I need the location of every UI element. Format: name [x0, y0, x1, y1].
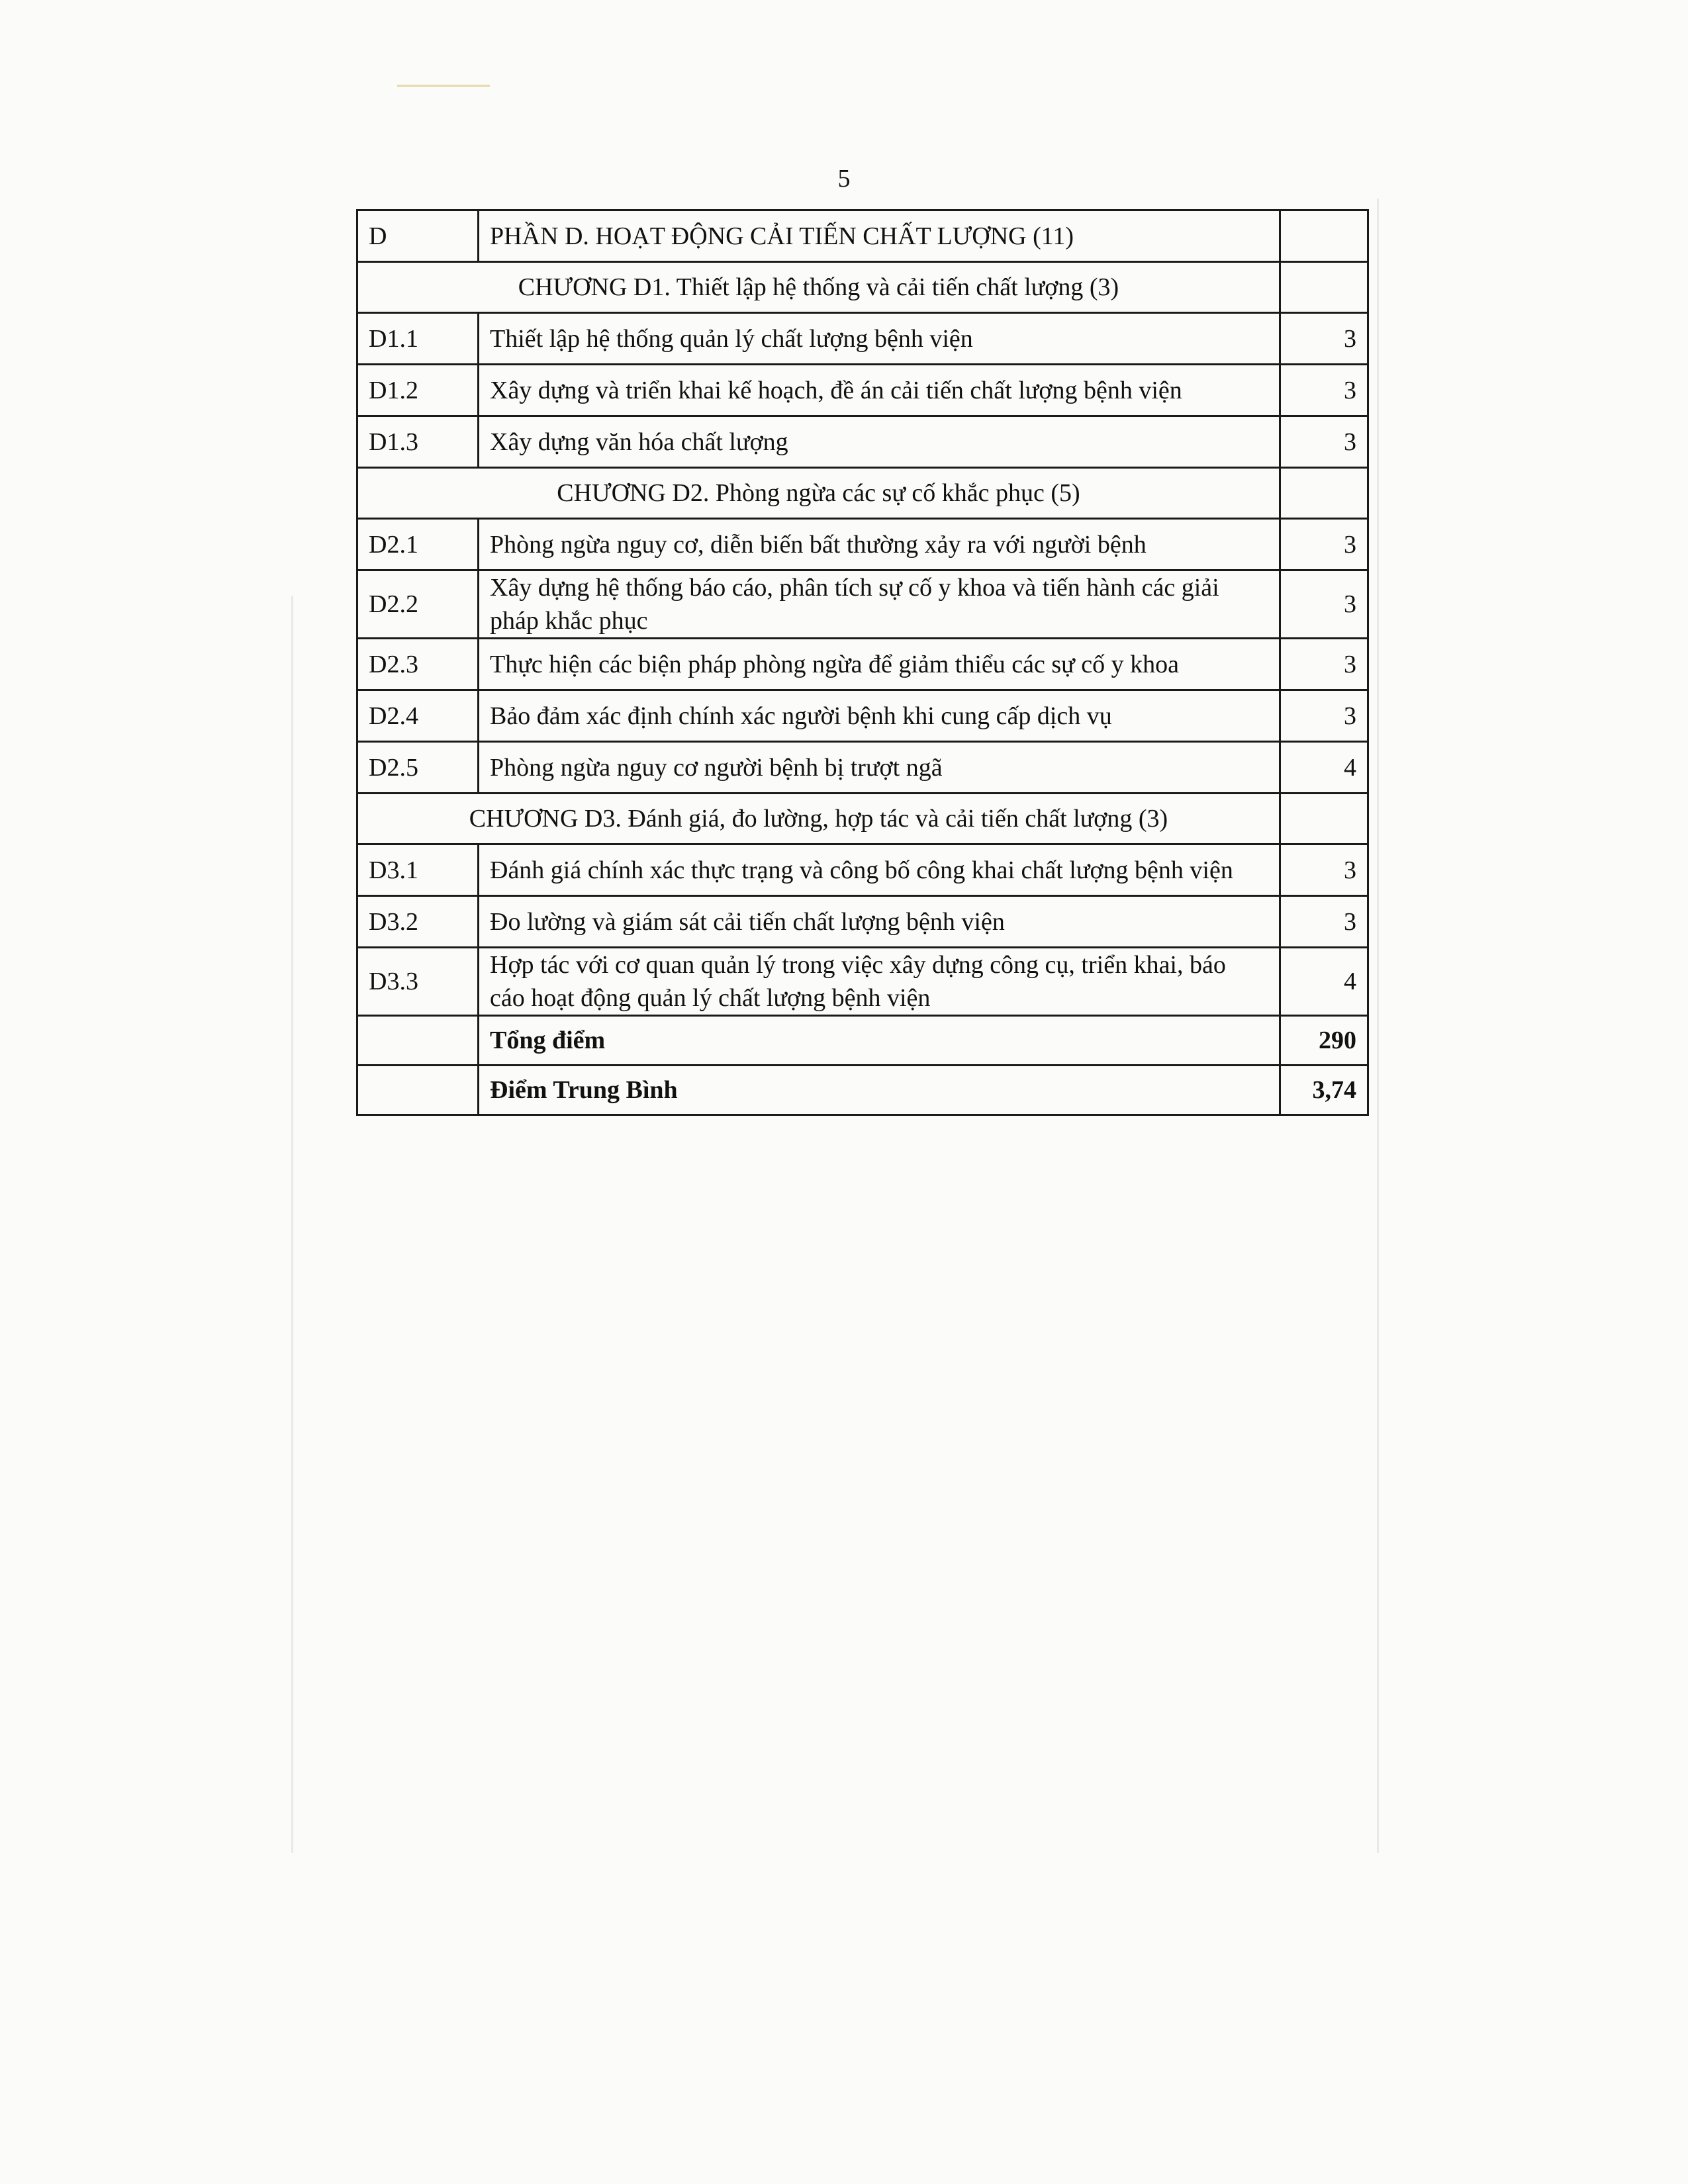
criterion-score: 3	[1280, 416, 1368, 468]
criterion-text: Thiết lập hệ thống quản lý chất lượng bệnh viện	[479, 313, 1280, 365]
table-row	[357, 313, 1368, 365]
scan-artifact-top	[397, 85, 490, 87]
criterion-code: D2.4	[357, 690, 479, 742]
criterion-text-line1: Xây dựng hệ thống báo cáo, phân tích sự cố y khoa và tiến hành các giải	[490, 574, 1219, 602]
criterion-text: Phòng ngừa nguy cơ người bệnh bị trượt ngã	[479, 742, 1280, 794]
page-number: 5	[837, 165, 851, 193]
criterion-code: D2.1	[357, 519, 479, 570]
total-code-cell	[357, 1016, 479, 1066]
section-score-cell	[1280, 210, 1368, 262]
total-row	[357, 1016, 1368, 1066]
criterion-text: Thực hiện các biện pháp phòng ngừa để giảm thiểu các sự cố y khoa	[479, 639, 1280, 690]
criterion-text	[479, 570, 1280, 639]
criterion-text: Đo lường và giám sát cải tiến chất lượng bệnh viện	[479, 896, 1280, 948]
quality-criteria-table	[356, 209, 1369, 1116]
criterion-score: 3	[1280, 690, 1368, 742]
chapter-title: CHƯƠNG D2. Phòng ngừa các sự cố khắc phục (5)	[357, 468, 1280, 519]
chapter-row	[357, 262, 1368, 313]
table-row	[357, 519, 1368, 570]
criterion-text: Xây dựng văn hóa chất lượng	[479, 416, 1280, 468]
table-row	[357, 896, 1368, 948]
scan-artifact-left-strip	[291, 596, 293, 1853]
criterion-code: D1.1	[357, 313, 479, 365]
table-row	[357, 844, 1368, 896]
criterion-score: 3	[1280, 844, 1368, 896]
criterion-code: D1.2	[357, 365, 479, 416]
criterion-text	[479, 948, 1280, 1016]
criterion-code: D2.5	[357, 742, 479, 794]
criterion-score: 3	[1280, 365, 1368, 416]
average-row	[357, 1066, 1368, 1115]
chapter-score-cell	[1280, 794, 1368, 844]
criterion-text-line2: pháp khắc phục	[490, 607, 648, 635]
criterion-text-line2: cáo hoạt động quản lý chất lượng bệnh viện	[490, 984, 931, 1012]
table-row	[357, 365, 1368, 416]
section-title: PHẦN D. HOẠT ĐỘNG CẢI TIẾN CHẤT LƯỢNG (11)	[479, 210, 1280, 262]
section-code: D	[357, 210, 479, 262]
criterion-code: D2.2	[357, 570, 479, 639]
criterion-code: D1.3	[357, 416, 479, 468]
criterion-text: Phòng ngừa nguy cơ, diễn biến bất thường xảy ra với người bệnh	[479, 519, 1280, 570]
average-label: Điểm Trung Bình	[479, 1066, 1280, 1115]
chapter-score-cell	[1280, 262, 1368, 313]
table-row	[357, 639, 1368, 690]
criterion-score: 3	[1280, 313, 1368, 365]
criterion-code: D3.3	[357, 948, 479, 1016]
table-row	[357, 416, 1368, 468]
chapter-score-cell	[1280, 468, 1368, 519]
total-label: Tổng điểm	[479, 1016, 1280, 1066]
criterion-text: Bảo đảm xác định chính xác người bệnh khi cung cấp dịch vụ	[479, 690, 1280, 742]
average-code-cell	[357, 1066, 479, 1115]
chapter-title: CHƯƠNG D3. Đánh giá, đo lường, hợp tác và cải tiến chất lượng (3)	[357, 794, 1280, 844]
criterion-score: 3	[1280, 639, 1368, 690]
average-value: 3,74	[1280, 1066, 1368, 1115]
criterion-score: 3	[1280, 519, 1368, 570]
criterion-text: Đánh giá chính xác thực trạng và công bố công khai chất lượng bệnh viện	[479, 844, 1280, 896]
criterion-code: D2.3	[357, 639, 479, 690]
criterion-score: 3	[1280, 570, 1368, 639]
section-row	[357, 210, 1368, 262]
scan-artifact-right-strip	[1377, 199, 1379, 1853]
criterion-code: D3.2	[357, 896, 479, 948]
criterion-text: Xây dựng và triển khai kế hoạch, đề án cải tiến chất lượng bệnh viện	[479, 365, 1280, 416]
criterion-code: D3.1	[357, 844, 479, 896]
criterion-score: 3	[1280, 896, 1368, 948]
table-row	[357, 948, 1368, 1016]
table-row	[357, 742, 1368, 794]
chapter-title: CHƯƠNG D1. Thiết lập hệ thống và cải tiến chất lượng (3)	[357, 262, 1280, 313]
criterion-text-line1: Hợp tác với cơ quan quản lý trong việc xây dựng công cụ, triển khai, báo	[490, 951, 1226, 979]
criterion-score: 4	[1280, 742, 1368, 794]
chapter-row	[357, 468, 1368, 519]
table-row	[357, 570, 1368, 639]
criterion-score: 4	[1280, 948, 1368, 1016]
total-value: 290	[1280, 1016, 1368, 1066]
chapter-row	[357, 794, 1368, 844]
table-row	[357, 690, 1368, 742]
